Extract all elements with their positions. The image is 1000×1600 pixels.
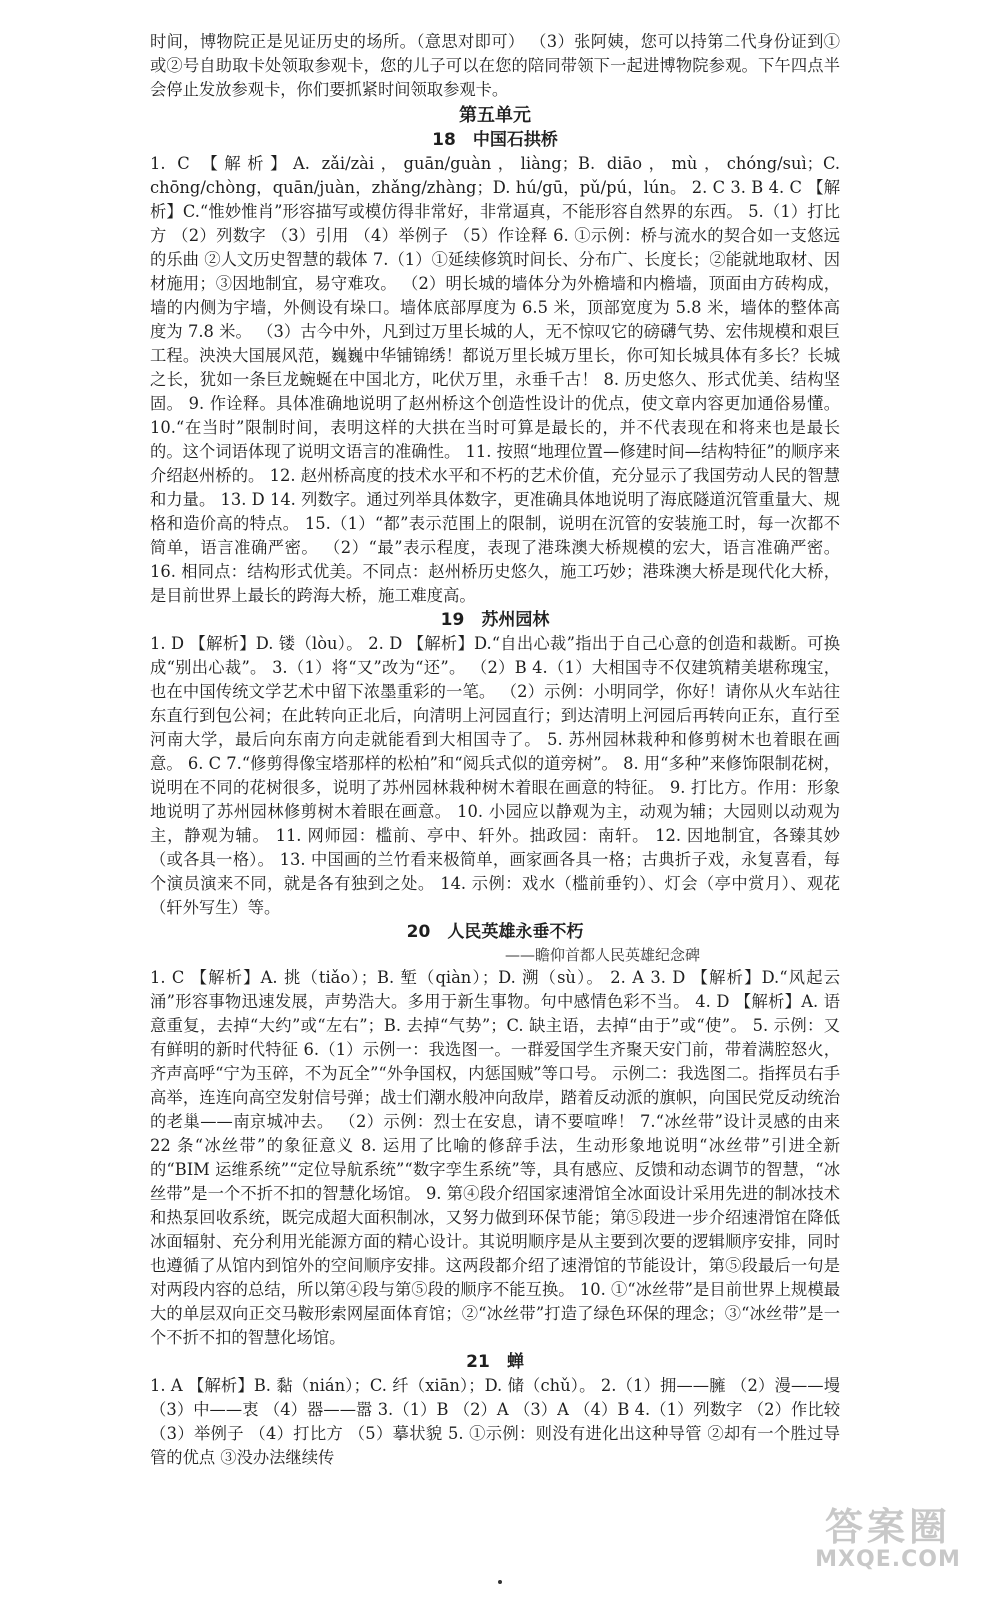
lesson-title: 19 苏州园林 (440, 610, 550, 630)
lesson-section (150, 1350, 840, 1470)
lesson-section (150, 920, 840, 1350)
lesson-answers: 1. C 【解析】A. 挑（tiǎo）；B. 堑（qiàn）；D. 溯（sù）。 2. A 3. D 【解析】D.“风起云涌”形容事物迅速发展，声势浩大。多用于新生事物。句中感情色彩不当。 4. D 【解析】A. 语意重复，去掉“大约”或“左右”；B. 去掉“气势”；C. 缺主语，去掉“由于”或“使”。 5. 示例：又有鲜明的新时代特征 6.（1）示例一：我选图一。一群爱国学生齐聚天安门前，带着满腔怒火，齐声高呼“宁为玉碎，不为瓦全”“外争国权，内惩国贼”等口号。 示例二：我选图二。指挥员右手高举，连连向高空发射信号弹；战士们潮水般冲向敌岸，踏着反动派的旗帜，向国民党反动统治的老巢——南京城冲去。 （2）示例：烈士在安息，请不要喧哗！ 7.“冰丝带”设计灵感的由来 22 条“冰丝带”的象征意义 8. 运用了比喻的修辞手法，生动形象地说明“冰丝带”引进全新的“BIM 运维系统”“定位导航系统”“数字孪生系统”等，具有感应、反馈和动态调节的智慧，“冰丝带”是一个不折不扣的智慧化场馆。 9. 第④段介绍国家速滑馆全冰面设计采用先进的制冰技术和热泵回收系统，既完成超大面积制冰，又努力做到环保节能；第⑤段进一步介绍速滑馆在降低冰面辐射、充分利用光能源方面的精心设计。其说明顺序是从主要到次要的逻辑顺序安排，同时也遵循了从馆内到馆外的空间顺序安排。这两段都介绍了速滑馆的节能设计，第⑤段最后一句是对两段内容的总结，所以第④段与第⑤段的顺序不能互换。 10. ①“冰丝带”是目前世界上规模最大的单层双向正交马鞍形索网屋面体育馆；②“冰丝带”打造了绿色环保的理念；③“冰丝带”是一个不折不扣的智慧化场馆。 (150, 968, 840, 1347)
lesson-title: 18 中国石拱桥 (432, 130, 558, 150)
lesson-section (150, 608, 840, 920)
watermark-logo-text: 答案圈 (824, 1505, 951, 1549)
watermark-url: MXQE.COM (815, 1547, 961, 1572)
unit-title: 第五单元 (459, 105, 531, 126)
lesson-answers: 1. A 【解析】B. 黏（nián）；C. 纤（xiān）；D. 储（chǔ）。 2.（1）拥——臃 （2）漫——墁 （3）中——衷 （4）器——嚣 3.（1）B （2）A （3）A （4）B 4.（1）列数字 （2）作比较 （3）举例子 （4）打比方 （5）摹状貌 5. ①示例：则没有进化出这种导管 ②却有一个胜过导管的优点 ③没办法继续传 (150, 1376, 840, 1467)
page-content (150, 30, 840, 1470)
lesson-title: 20 人民英雄永垂不朽 (406, 922, 584, 942)
watermark-logo (798, 1506, 978, 1576)
lesson-subtitle: ——瞻仰首都人民英雄纪念碑 (504, 946, 700, 964)
lesson-section (150, 128, 840, 608)
intro-paragraph: 时间，博物院正是见证历史的场所。（意思对即可） （3）张阿姨，您可以持第二代身份证到①或②号自助取卡处领取参观卡，您的儿子可以在您的陪同带领下一起进博物院参观。下午四点半会停止发放参观卡，你们要抓紧时间领取参观卡。 (150, 32, 840, 99)
lesson-title: 21 蝉 (466, 1352, 524, 1372)
lesson-answers: 1. D 【解析】D. 镂（lòu）。 2. D 【解析】D.“自出心裁”指出于自己心意的创造和裁断。可换成“别出心裁”。 3.（1）将“又”改为“还”。 （2）B 4.（1）大相国寺不仅建筑精美堪称瑰宝，也在中国传统文学艺术中留下浓墨重彩的一笔。 （2）示例：小明同学，你好！请你从火车站往东直行到包公祠；在此转向正北后，向清明上河园直行；到达清明上河园后再转向正东，直行至河南大学，最后向东南方向走就能看到大相国寺了。 5. 苏州园林栽种和修剪树木也着眼在画意。 6. C 7.“修剪得像宝塔那样的松柏”和“阅兵式似的道旁树”。 8. 用“多种”来修饰限制花树，说明在不同的花树很多，说明了苏州园林栽种树木着眼在画意的特征。 9. 打比方。作用：形象地说明了苏州园林修剪树木着眼在画意。 10. 小园应以静观为主，动观为辅；大园则以动观为主，静观为辅。 11. 网师园：槛前、亭中、轩外。拙政园：南轩。 12. 因地制宜，各臻其妙（或各具一格）。 13. 中国画的兰竹看来极简单，画家画各具一格；古典折子戏，永复喜看，每个演员演来不同，就是各有独到之处。 14. 示例：戏水（槛前垂钓）、灯会（亭中赏月）、观花（轩外写生）等。 (150, 634, 840, 917)
lesson-answers: 1. C 【解析】A. zǎi/zài，guān/guàn，liàng；B. diāo，mù，chóng/suì；C. chōng/chòng，quān/juàn，zhǎng/zhàng；D. hú/gū，pǔ/pú，lún。 2. C 3. B 4. C 【解析】C.“惟妙惟肖”形容描写或模仿得非常好，非常逼真，不能形容自然界的东西。 5.（1）打比方 （2）列数字 （3）引用 （4）举例子 （5）作诠释 6. ①示例：桥与流水的契合如一支悠远的乐曲 ②人文历史智慧的载体 7.（1）①延续修筑时间长、分布广、长度长；②能就地取材、因材施用；③因地制宜，易守难攻。 （2）明长城的墙体分为外檐墙和内檐墙，顶面由方砖构成，墙的内侧为宇墙，外侧设有垛口。墙体底部厚度为 6.5 米，顶部宽度为 5.8 米，墙体的整体高度为 7.8 米。 （3）古今中外，凡到过万里长城的人，无不惊叹它的磅礴气势、宏伟规模和艰巨工程。泱泱大国展风范，巍巍中华铺锦绣！都说万里长城万里长，你可知长城具体有多长？长城之长，犹如一条巨龙蜿蜒在中国北方，叱伏万里，永垂千古！ 8. 历史悠久、形式优美、结构坚固。 9. 作诠释。具体准确地说明了赵州桥这个创造性设计的优点，使文章内容更加通俗易懂。 10.“在当时”限制时间，表明这样的大拱在当时可算是最长的，并不代表现在和将来也是最长的。这个词语体现了说明文语言的准确性。 11. 按照“地理位置—修建时间—结构特征”的顺序来介绍赵州桥的。 12. 赵州桥高度的技术水平和不朽的艺术价值，充分显示了我国劳动人民的智慧和力量。 13. D 14. 列数字。通过列举具体数字，更准确具体地说明了海底隧道沉管重量大、规格和造价高的特点。 15.（1）“都”表示范围上的限制，说明在沉管的安装施工时，每一次都不简单，语言准确严密。 （2）“最”表示程度，表现了港珠澳大桥规模的宏大，语言准确严密。 16. 相同点：结构形式优美。不同点：赵州桥历史悠久，施工巧妙；港珠澳大桥是现代化大桥，是目前世界上最长的跨海大桥，施工难度高。 (150, 154, 840, 605)
page-dot (498, 1580, 502, 1584)
